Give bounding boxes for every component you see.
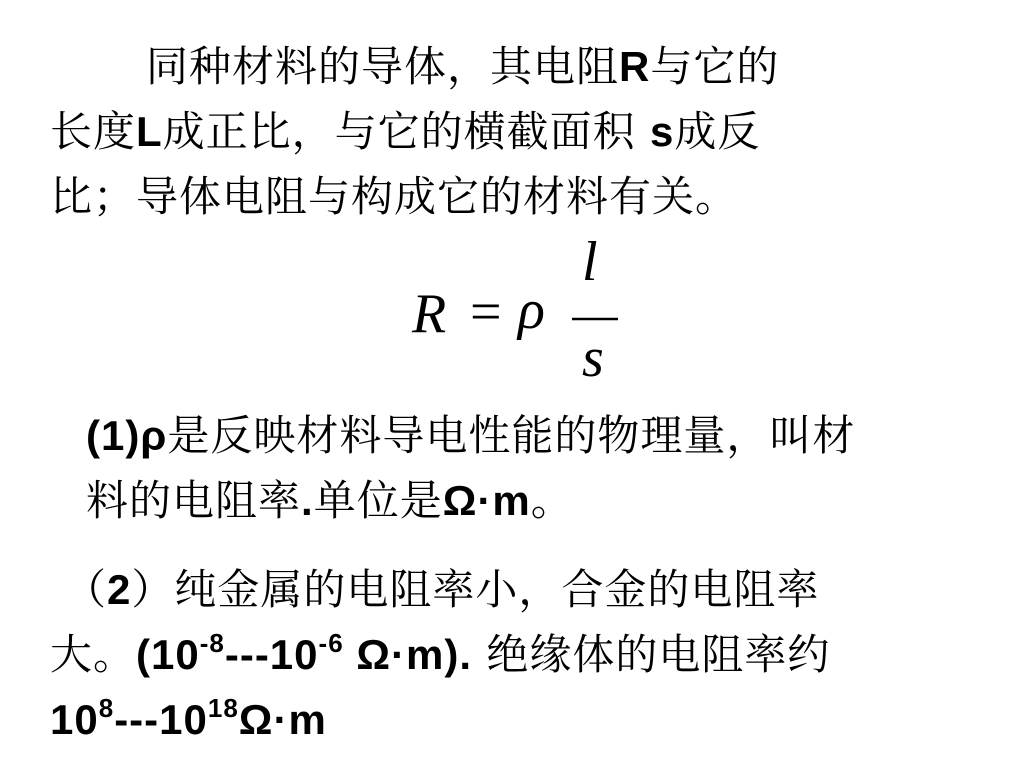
text-segment: 。 — [530, 476, 574, 525]
exponent: 18 — [207, 693, 239, 723]
formula-numerator: l — [582, 231, 598, 293]
paragraph-line — [86, 403, 855, 468]
text-segment: 绝缘体的电阻率约 — [472, 630, 831, 679]
formula-denominator: s — [582, 327, 604, 389]
formula-equals: = — [470, 281, 502, 343]
text-segment: 单位是 — [313, 476, 443, 525]
text-segment: 大。 — [50, 630, 137, 679]
exponent: -8 — [199, 628, 225, 658]
text-segment: ---10 — [114, 696, 208, 743]
text-segment: (10 — [136, 631, 200, 678]
paragraph-line — [50, 34, 779, 99]
paragraph-resistance-law — [50, 34, 779, 229]
item-label: (1)ρ — [86, 412, 168, 459]
unit-ohm-meter: Ω·m — [442, 477, 531, 524]
item-number: 2 — [107, 566, 132, 613]
paragraph-resistivity-definition — [86, 403, 855, 533]
text-segment: ---10 — [224, 631, 319, 678]
symbol-r: R — [619, 43, 651, 90]
text-segment: 长度 — [50, 107, 137, 156]
text-segment: 是反映材料导电性能的物理量，叫材 — [167, 411, 856, 460]
resistance-formula — [412, 231, 632, 389]
formula-lhs: R — [412, 283, 447, 345]
text-segment: . — [301, 477, 314, 524]
metal-resistivity-range — [136, 628, 472, 678]
paragraph-line — [50, 622, 830, 687]
exponent: -6 — [318, 628, 344, 658]
paragraph-resistivity-values — [50, 557, 830, 752]
insulator-resistivity-range — [50, 687, 830, 752]
paragraph-line: 比；导体电阻与构成它的材料有关。 — [50, 172, 739, 221]
text-segment: 成正比，与它的横截面积 — [162, 107, 651, 156]
text-segment: 料的电阻率 — [86, 476, 302, 525]
text-segment: ）纯金属的电阻率小，合金的电阻率 — [131, 565, 820, 614]
paragraph-line — [86, 468, 855, 533]
symbol-l: L — [136, 108, 163, 155]
exponent: 8 — [98, 693, 115, 723]
fraction-bar — [570, 316, 620, 322]
text-segment: 同种材料的导体，其电阻 — [146, 42, 620, 91]
text-segment: Ω·m). — [343, 631, 472, 678]
text-segment: 与它的 — [650, 42, 780, 91]
text-segment: （ — [64, 565, 108, 614]
symbol-s: s — [650, 108, 675, 155]
paragraph-line — [50, 99, 779, 164]
paragraph-line — [50, 557, 830, 622]
formula-rho: ρ — [518, 279, 545, 341]
text-segment: 成反 — [674, 107, 761, 156]
text-segment: Ω·m — [238, 696, 327, 743]
text-segment: 10 — [50, 696, 99, 743]
